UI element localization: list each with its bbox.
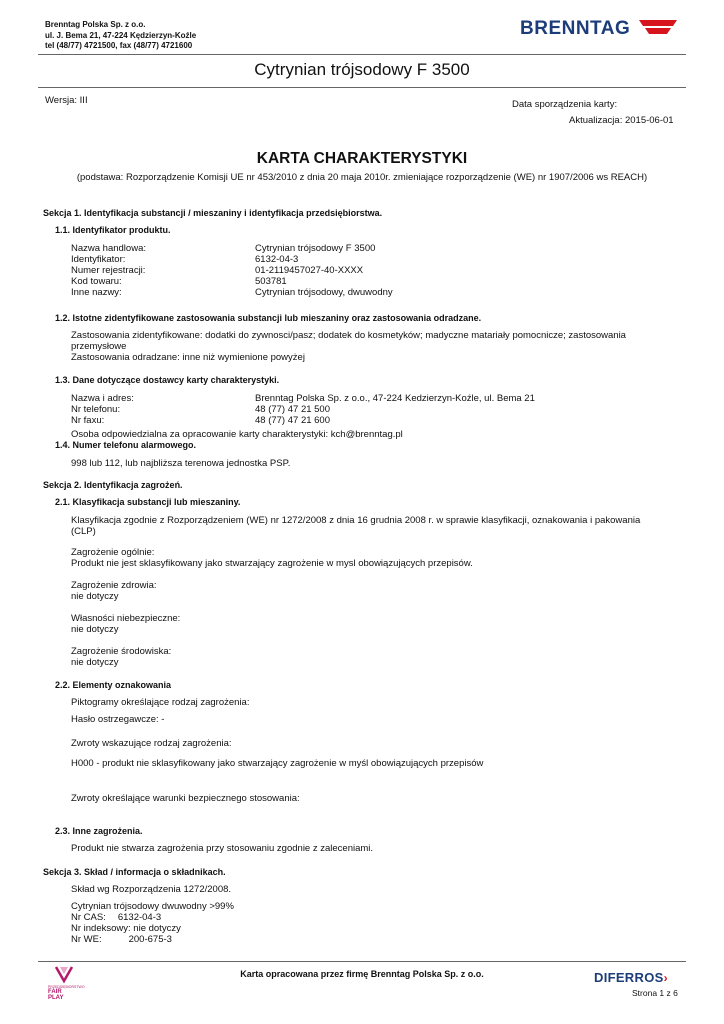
version: Wersja: III xyxy=(45,95,88,106)
uses-identified: Zastosowania zidentyfikowane: dodatki do zywnosci/pasz; dodatek do kosmetyków; madyczne matariały pomocnicze; zastosowania xyxy=(71,330,626,341)
kv-value: Cytrynian trójsodowy, dwuwodny xyxy=(255,287,393,298)
kv-row xyxy=(71,287,393,298)
kv-row xyxy=(71,276,393,287)
precautionary-label: Zwroty określające warunki bezpiecznego stosowania: xyxy=(71,793,300,804)
fair-play-text: FAIR PLAY xyxy=(48,989,64,1001)
kv-value: 48 (77) 47 21 500 xyxy=(255,404,331,415)
product-title: Cytrynian trójsodowy F 3500 xyxy=(254,60,470,79)
diferros-text: DIFERROS xyxy=(594,970,664,985)
kv-value: Cytrynian trójsodowy F 3500 xyxy=(255,243,376,254)
logo-swoosh-icon xyxy=(637,18,679,38)
uses-identified-cont: przemysłowe xyxy=(71,341,127,352)
section-2-2-title: 2.2. Elementy oznakowania xyxy=(55,680,172,690)
health-hazard-label: Zagrożenie zdrowia: xyxy=(71,580,157,591)
kv-key: Nr telefonu: xyxy=(71,404,121,415)
index-number: Nr indeksowy: nie dotyczy xyxy=(71,923,181,934)
kv-row xyxy=(71,393,535,404)
env-hazard-text: nie dotyczy xyxy=(71,657,119,668)
hazard-statement-h000: H000 - produkt nie sklasyfikowany jako stwarzający zagrożenie w myśl obowiązujących przepisów xyxy=(71,758,484,769)
kv-key: Nazwa i adres: xyxy=(71,393,134,404)
cas-number xyxy=(71,912,161,923)
ec-number xyxy=(71,934,172,945)
hazard-statements-label: Zwroty wskazujące rodzaj zagrożenia: xyxy=(71,738,232,749)
section-2-1-title: 2.1. Klasyfikacja substancji lub mieszaniny. xyxy=(55,497,241,507)
footer-divider xyxy=(38,961,686,962)
legal-basis: (podstawa: Rozporządzenie Komisji UE nr 453/2010 z dnia 20 maja 2010r. zmieniające rozporządzenie (WE) nr 1907/2006 ws REACH) xyxy=(76,172,648,183)
company-name: Brenntag Polska Sp. z o.o. xyxy=(45,20,146,29)
uses-advised-against: Zastosowania odradzane: inne niż wymienione powyżej xyxy=(71,352,305,363)
supplier-table xyxy=(71,393,535,426)
signal-word: Hasło ostrzegawcze: - xyxy=(71,714,165,725)
kv-key: Nazwa handlowa: xyxy=(71,243,146,254)
fair-play-small-text: PRZEDSIĘBIORSTWO xyxy=(48,985,85,989)
dangerous-properties-label: Własności niebezpieczne: xyxy=(71,613,181,624)
diferros-arrow-icon: › xyxy=(663,971,668,985)
cas-label: Nr CAS: xyxy=(71,912,106,923)
emergency-phone: 998 lub 112, lub najbliższa terenowa jednostka PSP. xyxy=(71,458,291,469)
product-identifier-table xyxy=(71,243,393,298)
diferros-logo xyxy=(594,970,668,985)
section-3-title: Sekcja 3. Skład / informacja o składnikach. xyxy=(43,867,226,877)
title-divider xyxy=(38,87,686,88)
kv-row xyxy=(71,265,393,276)
section-2-3-title: 2.3. Inne zagrożenia. xyxy=(55,826,143,836)
ec-label: Nr WE: xyxy=(71,934,102,945)
composition-basis: Skład wg Rozporządzenia 1272/2008. xyxy=(71,884,232,895)
kv-value: 01-2119457027-40-XXXX xyxy=(255,265,364,276)
kv-row xyxy=(71,254,393,265)
company-info xyxy=(45,20,196,52)
kv-key: Kod towaru: xyxy=(71,276,122,287)
kv-row xyxy=(71,404,535,415)
ec-value: 200-675-3 xyxy=(128,934,172,945)
company-address: ul. J. Bema 21, 47-224 Kędzierzyn-Koźle xyxy=(45,30,197,40)
clp-classification-cont: (CLP) xyxy=(71,526,96,537)
document-title: KARTA CHARAKTERYSTYKI xyxy=(256,150,468,167)
section-1-3-title: 1.3. Dane dotyczące dostawcy karty charakterystyki. xyxy=(55,375,280,385)
kv-value: Brenntag Polska Sp. z o.o., 47-224 Kedzierzyn-Koźle, ul. Bema 21 xyxy=(255,393,535,404)
kv-key: Numer rejestracji: xyxy=(71,265,146,276)
section-1-1-title: 1.1. Identyfikator produktu. xyxy=(55,225,171,235)
pictograms-label: Piktogramy określające rodzaj zagrożenia: xyxy=(71,697,250,708)
component-name: Cytrynian trójsodowy dwuwodny >99% xyxy=(71,901,234,912)
kv-value: 503781 xyxy=(255,276,287,287)
kv-row xyxy=(71,415,535,426)
date-label: Data sporządzenia karty: xyxy=(512,99,618,110)
kv-key: Identyfikator: xyxy=(71,254,126,265)
cas-value: 6132-04-3 xyxy=(117,912,162,923)
footer-note: Karta opracowana przez firmę Brenntag Polska Sp. z o.o. xyxy=(240,969,484,979)
general-hazard-text: Produkt nie jest sklasyfikowany jako stwarzający zagrożenie w mysl obowiązujących przepisów. xyxy=(71,558,473,569)
update-date: Aktualizacja: 2015-06-01 xyxy=(569,115,674,126)
section-1-title: Sekcja 1. Identyfikacja substancji / mieszaniny i identyfikacja przedsiębiorstwa. xyxy=(43,208,383,218)
page-number: Strona 1 z 6 xyxy=(632,988,678,998)
section-2-title: Sekcja 2. Identyfikacja zagrożeń. xyxy=(43,480,183,490)
env-hazard-label: Zagrożenie środowiska: xyxy=(71,646,172,657)
section-1-2-title: 1.2. Istotne zidentyfikowane zastosowania substancji lub mieszaniny oraz zastosowania odradzane. xyxy=(55,313,482,323)
kv-value: 48 (77) 47 21 600 xyxy=(255,415,331,426)
brenntag-logo xyxy=(520,18,680,40)
dangerous-properties-text: nie dotyczy xyxy=(71,624,119,635)
responsible-contact: Osoba odpowiedzialna za opracowanie karty charakterystyki: kch@brenntag.pl xyxy=(71,429,403,440)
kv-row xyxy=(71,243,393,254)
health-hazard-text: nie dotyczy xyxy=(71,591,119,602)
kv-value: 6132-04-3 xyxy=(255,254,299,265)
clp-classification: Klasyfikacja zgodnie z Rozporządzeniem (WE) nr 1272/2008 z dnia 16 grudnia 2008 r. w sprawie klasyfikacji, oznakowania i pakowania xyxy=(71,515,641,526)
section-1-4-title: 1.4. Numer telefonu alarmowego. xyxy=(55,440,197,450)
company-phone: tel (48/77) 4721500, fax (48/77) 4721600 xyxy=(45,41,193,50)
kv-key: Nr faxu: xyxy=(71,415,105,426)
logo-text: BRENNTAG xyxy=(520,18,631,39)
general-hazard-label: Zagrożenie ogólnie: xyxy=(71,547,155,558)
other-hazards-text: Produkt nie stwarza zagrożenia przy stosowaniu zgodnie z zaleceniami. xyxy=(71,843,374,854)
kv-key: Inne nazwy: xyxy=(71,287,122,298)
header-divider xyxy=(38,54,686,55)
